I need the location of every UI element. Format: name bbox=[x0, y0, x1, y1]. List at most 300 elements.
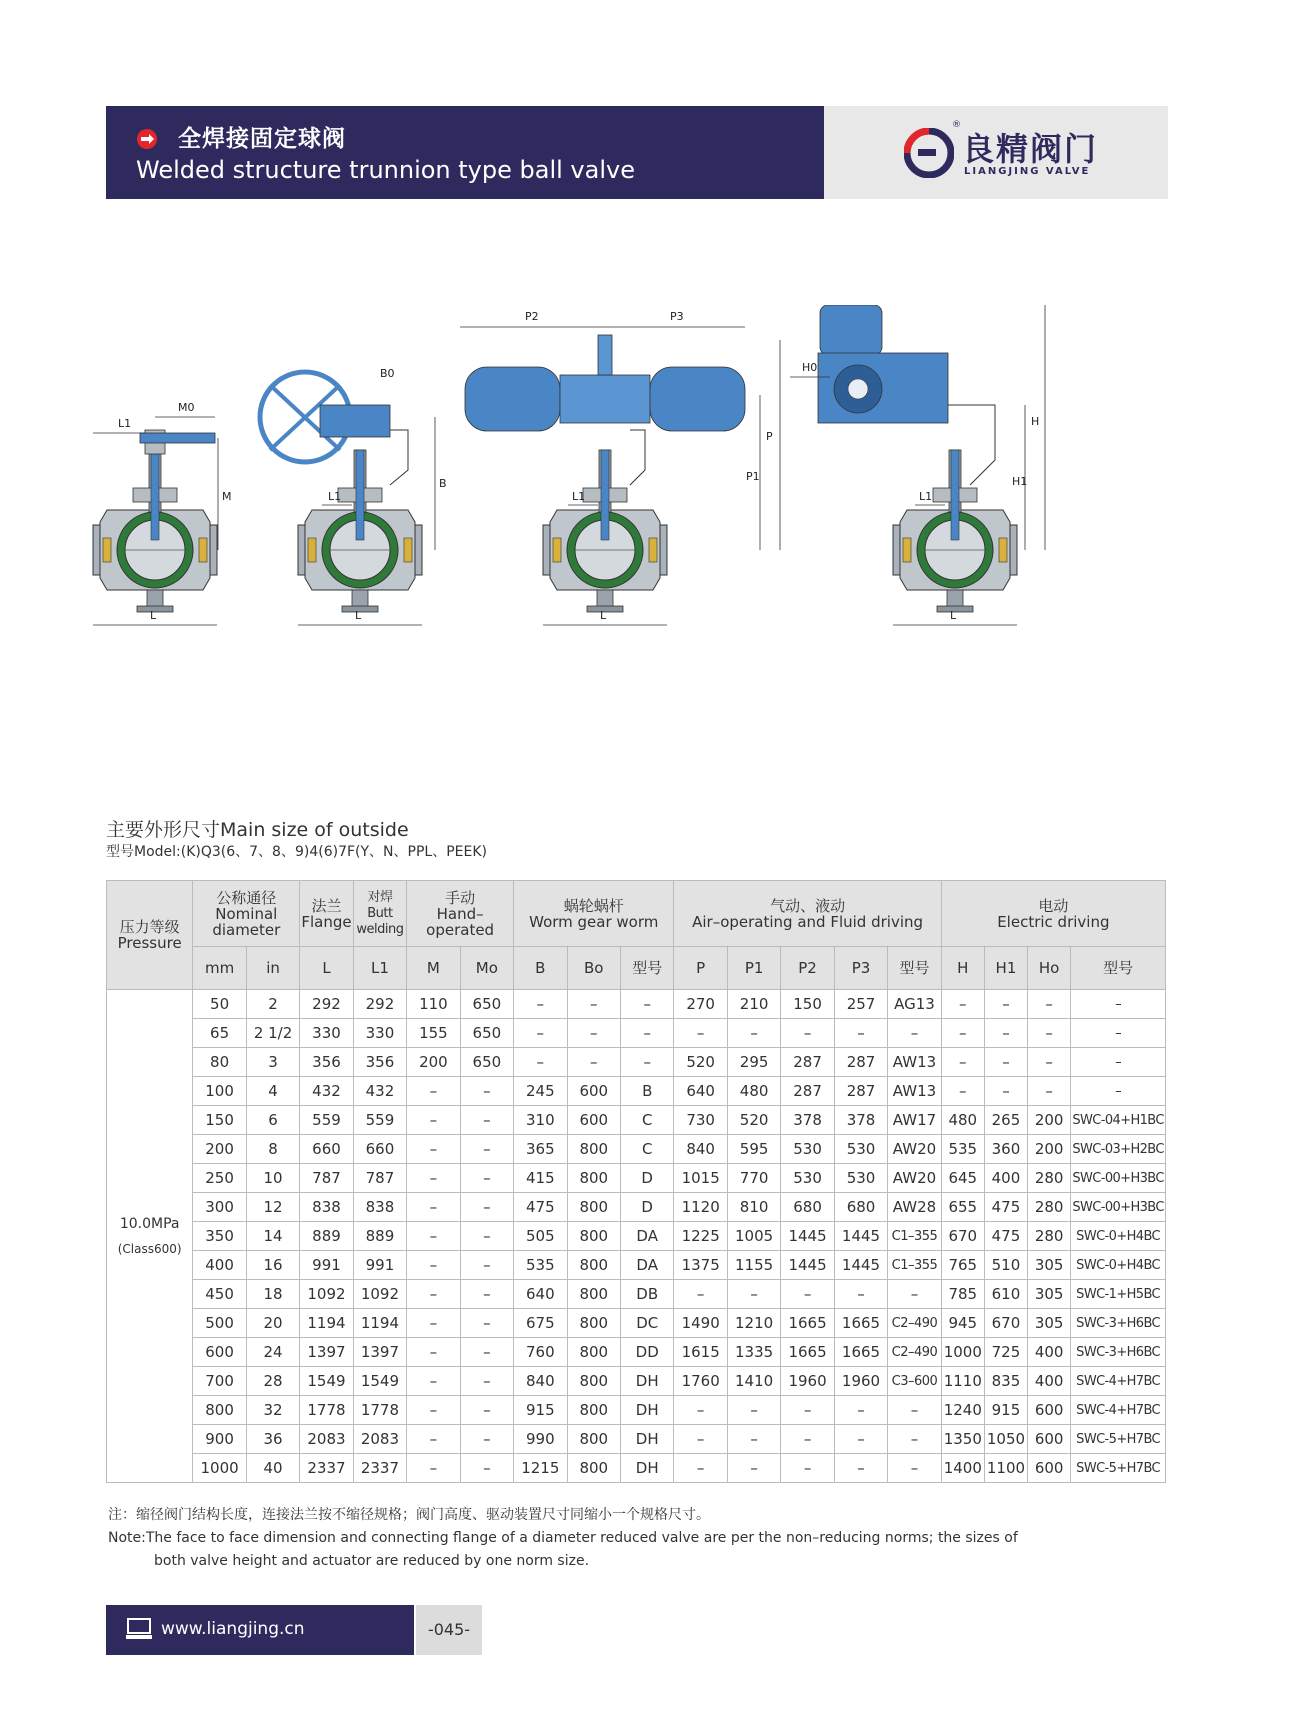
table-cell: 292 bbox=[300, 990, 353, 1019]
table-cell: 500 bbox=[193, 1309, 246, 1338]
table-cell: 800 bbox=[567, 1309, 620, 1338]
table-cell: 700 bbox=[193, 1367, 246, 1396]
table-cell: 800 bbox=[567, 1396, 620, 1425]
table-cell: 640 bbox=[514, 1280, 567, 1309]
table-cell: – bbox=[460, 1309, 513, 1338]
table-cell: 6 bbox=[246, 1106, 299, 1135]
table-cell: 10 bbox=[246, 1164, 299, 1193]
table-cell: DH bbox=[620, 1367, 673, 1396]
table-cell: 65 bbox=[193, 1019, 246, 1048]
table-row bbox=[107, 1309, 1166, 1338]
table-cell: 1665 bbox=[781, 1338, 834, 1367]
table-cell: 415 bbox=[514, 1164, 567, 1193]
table-cell: 915 bbox=[984, 1396, 1027, 1425]
table-cell: – bbox=[674, 1454, 727, 1483]
table-cell: DA bbox=[620, 1222, 673, 1251]
footnote-en-1: Note:The face to face dimension and connecting flange of a diameter reduced valve are per the non–reducing norms; the sizes of bbox=[108, 1530, 1018, 1546]
pressure-value: 10.0MPa bbox=[119, 1216, 180, 1232]
table-cell: 915 bbox=[514, 1396, 567, 1425]
table-row bbox=[107, 1338, 1166, 1367]
table-cell: 287 bbox=[834, 1077, 887, 1106]
table-cell: 1549 bbox=[353, 1367, 406, 1396]
table-cell: 378 bbox=[834, 1106, 887, 1135]
table-cell: 810 bbox=[727, 1193, 780, 1222]
table-cell: 245 bbox=[514, 1077, 567, 1106]
brand-logo-area bbox=[824, 106, 1168, 199]
column-header: L1 bbox=[353, 947, 406, 990]
column-header: Bo bbox=[567, 947, 620, 990]
table-cell: – bbox=[567, 1048, 620, 1077]
table-cell: 1240 bbox=[941, 1396, 984, 1425]
table-cell: 730 bbox=[674, 1106, 727, 1135]
column-header: H bbox=[941, 947, 984, 990]
table-cell: – bbox=[781, 1280, 834, 1309]
table-cell: – bbox=[1071, 1077, 1166, 1106]
table-cell: 432 bbox=[353, 1077, 406, 1106]
table-cell: 257 bbox=[834, 990, 887, 1019]
table-cell: 840 bbox=[514, 1367, 567, 1396]
table-cell: 559 bbox=[300, 1106, 353, 1135]
table-cell: 530 bbox=[781, 1164, 834, 1193]
table-cell: 800 bbox=[567, 1425, 620, 1454]
table-cell: – bbox=[407, 1338, 460, 1367]
table-cell: 295 bbox=[727, 1048, 780, 1077]
table-cell: 400 bbox=[193, 1251, 246, 1280]
table-row bbox=[107, 1019, 1166, 1048]
table-cell: – bbox=[781, 1425, 834, 1454]
table-cell: 280 bbox=[1028, 1193, 1071, 1222]
table-cell: 1210 bbox=[727, 1309, 780, 1338]
table-cell: – bbox=[460, 1106, 513, 1135]
table-cell: DH bbox=[620, 1396, 673, 1425]
table-cell: 990 bbox=[514, 1425, 567, 1454]
table-cell: 200 bbox=[193, 1135, 246, 1164]
table-cell: DC bbox=[620, 1309, 673, 1338]
table-cell: 991 bbox=[353, 1251, 406, 1280]
footnote-cn: 注：缩径阀门结构长度，连接法兰按不缩径规格；阀门高度、驱动装置尺寸同缩小一个规格尺寸。 bbox=[108, 1507, 710, 1523]
table-cell: – bbox=[407, 1222, 460, 1251]
table-cell: 520 bbox=[674, 1048, 727, 1077]
table-cell: SWC-5+H7BC bbox=[1071, 1425, 1166, 1454]
table-cell: C2–490 bbox=[888, 1309, 941, 1338]
table-cell: 12 bbox=[246, 1193, 299, 1222]
table-cell: 200 bbox=[1028, 1106, 1071, 1135]
table-cell: 600 bbox=[193, 1338, 246, 1367]
table-cell: – bbox=[460, 1338, 513, 1367]
table-row bbox=[107, 1454, 1166, 1483]
table-cell: C bbox=[620, 1135, 673, 1164]
arrow-icon bbox=[136, 128, 158, 150]
table-cell: 800 bbox=[567, 1454, 620, 1483]
table-cell: – bbox=[514, 990, 567, 1019]
header-worm: 蜗轮蜗杆 Worm gear worm bbox=[514, 881, 674, 947]
table-cell: 765 bbox=[941, 1251, 984, 1280]
table-cell: – bbox=[727, 1396, 780, 1425]
column-header: L bbox=[300, 947, 353, 990]
table-cell: 1778 bbox=[353, 1396, 406, 1425]
table-cell: – bbox=[941, 1077, 984, 1106]
registered-mark: ® bbox=[952, 120, 961, 130]
table-cell: 610 bbox=[984, 1280, 1027, 1309]
table-cell: – bbox=[984, 990, 1027, 1019]
column-header: M bbox=[407, 947, 460, 990]
table-cell: – bbox=[781, 1396, 834, 1425]
header-flange: 法兰 Flange bbox=[300, 881, 353, 947]
table-cell: – bbox=[781, 1019, 834, 1048]
header-title-cn: 全焊接固定球阀 bbox=[178, 126, 346, 152]
table-cell: 310 bbox=[514, 1106, 567, 1135]
table-cell: 2337 bbox=[353, 1454, 406, 1483]
table-cell: 210 bbox=[727, 990, 780, 1019]
table-cell: – bbox=[834, 1454, 887, 1483]
table-cell: 300 bbox=[193, 1193, 246, 1222]
table-cell: 1120 bbox=[674, 1193, 727, 1222]
table-cell: C1–355 bbox=[888, 1251, 941, 1280]
table-cell: 200 bbox=[407, 1048, 460, 1077]
column-header: H1 bbox=[984, 947, 1027, 990]
table-cell: SWC-00+H3BC bbox=[1071, 1164, 1166, 1193]
table-cell: 40 bbox=[246, 1454, 299, 1483]
table-cell: – bbox=[460, 1396, 513, 1425]
drawing-pneumatic bbox=[460, 310, 780, 625]
table-cell: 365 bbox=[514, 1135, 567, 1164]
table-cell: 1194 bbox=[353, 1309, 406, 1338]
table-cell: – bbox=[460, 1367, 513, 1396]
table-cell: – bbox=[407, 1106, 460, 1135]
table-cell: C bbox=[620, 1106, 673, 1135]
pressure-class: (Class600) bbox=[117, 1242, 182, 1256]
footer-bar bbox=[106, 1605, 414, 1655]
table-cell: 787 bbox=[353, 1164, 406, 1193]
table-cell: 889 bbox=[353, 1222, 406, 1251]
table-cell: D bbox=[620, 1164, 673, 1193]
table-cell: AW17 bbox=[888, 1106, 941, 1135]
table-cell: – bbox=[834, 1019, 887, 1048]
table-cell: AG13 bbox=[888, 990, 941, 1019]
header-hand: 手动 Hand– operated bbox=[407, 881, 514, 947]
table-cell: SWC-4+H7BC bbox=[1071, 1396, 1166, 1425]
table-cell: 800 bbox=[193, 1396, 246, 1425]
table-cell: – bbox=[407, 1135, 460, 1164]
svg-text:H1: H1 bbox=[1012, 475, 1028, 488]
table-cell: 2 bbox=[246, 990, 299, 1019]
table-cell: 50 bbox=[193, 990, 246, 1019]
table-cell: 2083 bbox=[353, 1425, 406, 1454]
table-cell: – bbox=[727, 1280, 780, 1309]
svg-text:B0: B0 bbox=[380, 367, 395, 380]
brand-name-cn: 良精阀门 bbox=[962, 130, 1099, 168]
table-cell: 655 bbox=[941, 1193, 984, 1222]
table-cell: – bbox=[620, 990, 673, 1019]
table-cell: 640 bbox=[674, 1077, 727, 1106]
svg-text:M: M bbox=[222, 490, 232, 503]
table-cell: DA bbox=[620, 1251, 673, 1280]
table-row bbox=[107, 1106, 1166, 1135]
table-cell: 675 bbox=[514, 1309, 567, 1338]
table-cell: – bbox=[460, 1077, 513, 1106]
table-cell: 1155 bbox=[727, 1251, 780, 1280]
table-cell: 530 bbox=[834, 1164, 887, 1193]
table-row bbox=[107, 1280, 1166, 1309]
header-butt: 对焊 Butt welding bbox=[353, 881, 406, 947]
table-cell: – bbox=[727, 1454, 780, 1483]
footnote-en-2: both valve height and actuator are reduced by one norm size. bbox=[154, 1553, 590, 1569]
website-link[interactable]: www.liangjing.cn bbox=[161, 1619, 305, 1639]
column-header: mm bbox=[193, 947, 246, 990]
table-cell: 1375 bbox=[674, 1251, 727, 1280]
page-number: -045- bbox=[416, 1605, 482, 1655]
table-cell: SWC-5+H7BC bbox=[1071, 1454, 1166, 1483]
table-cell: 1490 bbox=[674, 1309, 727, 1338]
svg-text:L1: L1 bbox=[328, 490, 342, 503]
table-cell: 8 bbox=[246, 1135, 299, 1164]
table-cell: 400 bbox=[1028, 1367, 1071, 1396]
table-cell: – bbox=[834, 1425, 887, 1454]
table-cell: 1410 bbox=[727, 1367, 780, 1396]
header-title-en: Welded structure trunnion type ball valve bbox=[136, 156, 635, 184]
table-cell: 100 bbox=[193, 1077, 246, 1106]
drawing-hand-operated bbox=[93, 401, 232, 625]
table-row bbox=[107, 1164, 1166, 1193]
table-cell: 1050 bbox=[984, 1425, 1027, 1454]
table-cell: 1000 bbox=[193, 1454, 246, 1483]
table-cell: 660 bbox=[300, 1135, 353, 1164]
table-cell: – bbox=[407, 1367, 460, 1396]
svg-text:P2: P2 bbox=[525, 310, 539, 323]
table-cell: 595 bbox=[727, 1135, 780, 1164]
table-cell: – bbox=[514, 1048, 567, 1077]
table-cell: 1549 bbox=[300, 1367, 353, 1396]
table-cell: 80 bbox=[193, 1048, 246, 1077]
table-cell: – bbox=[674, 1396, 727, 1425]
column-header: 型号 bbox=[620, 947, 673, 990]
header-electric: 电动 Electric driving bbox=[941, 881, 1165, 947]
table-cell: – bbox=[674, 1280, 727, 1309]
table-cell: – bbox=[727, 1425, 780, 1454]
table-cell: 305 bbox=[1028, 1280, 1071, 1309]
table-cell: 680 bbox=[834, 1193, 887, 1222]
table-cell: 28 bbox=[246, 1367, 299, 1396]
table-cell: 530 bbox=[781, 1135, 834, 1164]
svg-text:L1: L1 bbox=[118, 417, 132, 430]
table-cell: AW20 bbox=[888, 1135, 941, 1164]
table-cell: B bbox=[620, 1077, 673, 1106]
table-cell: 1615 bbox=[674, 1338, 727, 1367]
table-cell: 360 bbox=[984, 1135, 1027, 1164]
table-cell: 800 bbox=[567, 1280, 620, 1309]
table-cell: – bbox=[888, 1454, 941, 1483]
table-cell: 1194 bbox=[300, 1309, 353, 1338]
table-cell: 945 bbox=[941, 1309, 984, 1338]
table-cell: 1760 bbox=[674, 1367, 727, 1396]
table-row bbox=[107, 990, 1166, 1019]
table-cell: – bbox=[567, 1019, 620, 1048]
table-cell: 900 bbox=[193, 1425, 246, 1454]
table-cell: – bbox=[460, 1280, 513, 1309]
table-cell: – bbox=[567, 990, 620, 1019]
column-header: 型号 bbox=[888, 947, 941, 990]
table-cell: AW20 bbox=[888, 1164, 941, 1193]
column-header: 型号 bbox=[1071, 947, 1166, 990]
table-cell: 475 bbox=[984, 1222, 1027, 1251]
table-cell: – bbox=[460, 1454, 513, 1483]
table-cell: – bbox=[407, 1251, 460, 1280]
table-cell: 838 bbox=[300, 1193, 353, 1222]
table-cell: 110 bbox=[407, 990, 460, 1019]
table-cell: – bbox=[460, 1222, 513, 1251]
model-line: 型号Model:(K)Q3(6、7、8、9)4(6)7F(Y、N、PPL、PEEK) bbox=[106, 844, 487, 860]
table-cell: 600 bbox=[1028, 1425, 1071, 1454]
table-cell: 800 bbox=[567, 1367, 620, 1396]
table-cell: 2 1/2 bbox=[246, 1019, 299, 1048]
table-cell: 356 bbox=[300, 1048, 353, 1077]
table-cell: – bbox=[1028, 1077, 1071, 1106]
table-cell: 292 bbox=[353, 990, 406, 1019]
table-cell: 800 bbox=[567, 1251, 620, 1280]
brand-logo-icon bbox=[904, 128, 954, 178]
table-cell: – bbox=[460, 1251, 513, 1280]
table-cell: 2337 bbox=[300, 1454, 353, 1483]
table-cell: 1000 bbox=[941, 1338, 984, 1367]
table-row bbox=[107, 1077, 1166, 1106]
table-cell: 770 bbox=[727, 1164, 780, 1193]
column-header: Mo bbox=[460, 947, 513, 990]
table-cell: 645 bbox=[941, 1164, 984, 1193]
table-cell: – bbox=[407, 1193, 460, 1222]
table-cell: 1100 bbox=[984, 1454, 1027, 1483]
table-cell: 600 bbox=[567, 1077, 620, 1106]
table-cell: – bbox=[834, 1280, 887, 1309]
table-cell: – bbox=[888, 1425, 941, 1454]
table-cell: – bbox=[1071, 1019, 1166, 1048]
table-cell: – bbox=[407, 1309, 460, 1338]
table-cell: 1665 bbox=[834, 1338, 887, 1367]
table-cell: AW13 bbox=[888, 1077, 941, 1106]
table-cell: – bbox=[834, 1396, 887, 1425]
table-cell: – bbox=[407, 1454, 460, 1483]
table-cell: 432 bbox=[300, 1077, 353, 1106]
table-cell: 1215 bbox=[514, 1454, 567, 1483]
table-cell: 760 bbox=[514, 1338, 567, 1367]
table-cell: – bbox=[941, 1048, 984, 1077]
table-cell: – bbox=[460, 1164, 513, 1193]
svg-text:L1: L1 bbox=[572, 490, 586, 503]
table-cell: 1400 bbox=[941, 1454, 984, 1483]
table-cell: 475 bbox=[984, 1193, 1027, 1222]
table-cell: – bbox=[407, 1077, 460, 1106]
table-cell: DH bbox=[620, 1425, 673, 1454]
table-cell: 535 bbox=[941, 1135, 984, 1164]
table-cell: 305 bbox=[1028, 1251, 1071, 1280]
table-cell: 725 bbox=[984, 1338, 1027, 1367]
table-cell: SWC-03+H2BC bbox=[1071, 1135, 1166, 1164]
table-cell: – bbox=[727, 1019, 780, 1048]
table-cell: SWC-3+H6BC bbox=[1071, 1338, 1166, 1367]
table-cell: DB bbox=[620, 1280, 673, 1309]
table-row bbox=[107, 1048, 1166, 1077]
table-cell: 200 bbox=[1028, 1135, 1071, 1164]
table-cell: SWC-00+H3BC bbox=[1071, 1193, 1166, 1222]
table-cell: SWC-1+H5BC bbox=[1071, 1280, 1166, 1309]
table-cell: 530 bbox=[834, 1135, 887, 1164]
table-cell: 480 bbox=[941, 1106, 984, 1135]
table-cell: 2083 bbox=[300, 1425, 353, 1454]
table-cell: 378 bbox=[781, 1106, 834, 1135]
table-cell: 1778 bbox=[300, 1396, 353, 1425]
table-cell: 1397 bbox=[353, 1338, 406, 1367]
table-cell: 600 bbox=[1028, 1454, 1071, 1483]
table-row bbox=[107, 1367, 1166, 1396]
svg-text:H0: H0 bbox=[802, 361, 818, 374]
table-cell: 1665 bbox=[781, 1309, 834, 1338]
table-cell: – bbox=[460, 1193, 513, 1222]
table-cell: SWC-4+H7BC bbox=[1071, 1367, 1166, 1396]
table-cell: 265 bbox=[984, 1106, 1027, 1135]
table-row bbox=[107, 1135, 1166, 1164]
table-cell: – bbox=[460, 1135, 513, 1164]
table-cell: 150 bbox=[781, 990, 834, 1019]
table-cell: SWC-0+H4BC bbox=[1071, 1251, 1166, 1280]
svg-text:L: L bbox=[355, 609, 362, 622]
table-cell: 400 bbox=[984, 1164, 1027, 1193]
table-cell: 1445 bbox=[781, 1251, 834, 1280]
table-cell: 450 bbox=[193, 1280, 246, 1309]
svg-text:P: P bbox=[766, 430, 773, 443]
table-cell: D bbox=[620, 1193, 673, 1222]
dimension-table bbox=[106, 880, 1166, 1483]
table-cell: 24 bbox=[246, 1338, 299, 1367]
table-cell: 4 bbox=[246, 1077, 299, 1106]
table-cell: – bbox=[407, 1425, 460, 1454]
table-row bbox=[107, 1396, 1166, 1425]
header-title-band bbox=[106, 106, 824, 199]
table-cell: SWC-3+H6BC bbox=[1071, 1309, 1166, 1338]
table-cell: – bbox=[888, 1019, 941, 1048]
table-cell: 150 bbox=[193, 1106, 246, 1135]
column-header: P1 bbox=[727, 947, 780, 990]
table-cell: – bbox=[984, 1077, 1027, 1106]
table-cell: 1110 bbox=[941, 1367, 984, 1396]
table-cell: SWC-04+H1BC bbox=[1071, 1106, 1166, 1135]
table-cell: – bbox=[460, 1425, 513, 1454]
table-cell: 1665 bbox=[834, 1309, 887, 1338]
table-cell: C2–490 bbox=[888, 1338, 941, 1367]
footnote bbox=[108, 1504, 1018, 1573]
table-cell: – bbox=[1071, 990, 1166, 1019]
valve-drawings bbox=[90, 305, 1170, 705]
table-cell: 350 bbox=[193, 1222, 246, 1251]
table-cell: 535 bbox=[514, 1251, 567, 1280]
svg-text:M0: M0 bbox=[178, 401, 195, 414]
table-cell: DH bbox=[620, 1454, 673, 1483]
table-cell: 505 bbox=[514, 1222, 567, 1251]
table-cell: – bbox=[888, 1280, 941, 1309]
table-cell: AW28 bbox=[888, 1193, 941, 1222]
table-cell: 3 bbox=[246, 1048, 299, 1077]
table-cell: 356 bbox=[353, 1048, 406, 1077]
table-cell: 650 bbox=[460, 1019, 513, 1048]
table-cell: – bbox=[941, 1019, 984, 1048]
table-cell: 1445 bbox=[781, 1222, 834, 1251]
section-title: 主要外形尺寸Main size of outside bbox=[106, 819, 409, 841]
table-cell: 600 bbox=[567, 1106, 620, 1135]
table-cell: 270 bbox=[674, 990, 727, 1019]
table-cell: 1335 bbox=[727, 1338, 780, 1367]
table-cell: 1015 bbox=[674, 1164, 727, 1193]
column-header: P3 bbox=[834, 947, 887, 990]
table-cell: C1–355 bbox=[888, 1222, 941, 1251]
table-cell: – bbox=[514, 1019, 567, 1048]
